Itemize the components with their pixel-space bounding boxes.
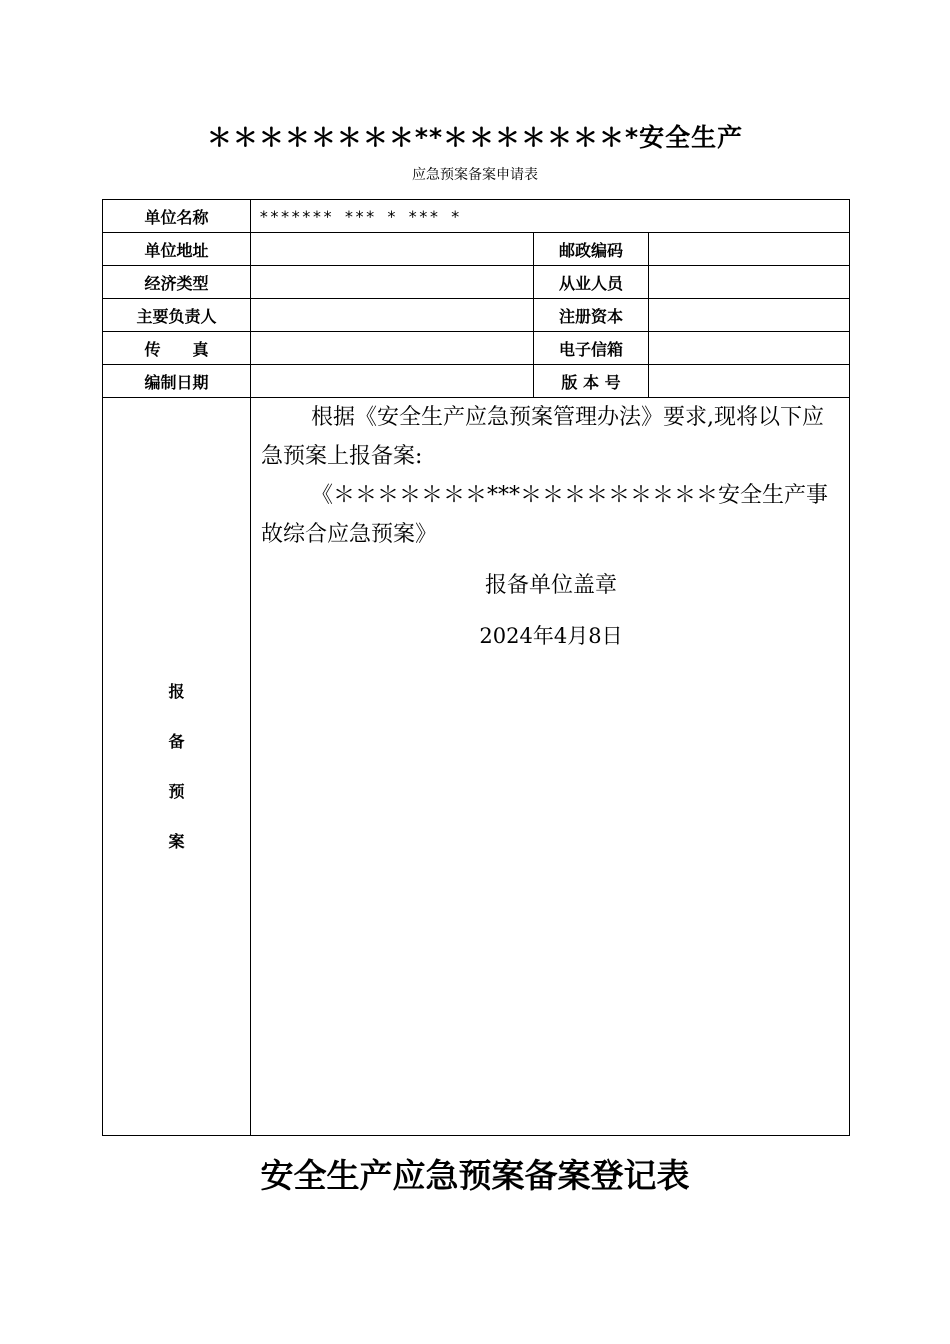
- document-subtitle: 应急预案备案申请表: [412, 167, 538, 183]
- stamp-text: 报备单位盖章: [484, 573, 617, 598]
- unit-name-label: 单位名称: [103, 200, 251, 233]
- employees-label: 从业人员: [534, 266, 649, 299]
- email-value[interactable]: [649, 332, 850, 365]
- row-unit-name: [103, 200, 850, 233]
- principal-label: 主要负责人: [103, 299, 251, 332]
- document-title: ＊＊＊＊＊＊＊＊**＊＊＊＊＊＊＊*安全生产: [206, 123, 744, 152]
- unit-address-label: 单位地址: [103, 233, 251, 266]
- registered-capital-value[interactable]: [649, 299, 850, 332]
- postal-code-label: 邮政编码: [534, 233, 649, 266]
- row-compile-date: [103, 365, 850, 398]
- row-report-plan: [103, 398, 850, 1136]
- registered-capital-label: 注册资本: [534, 299, 649, 332]
- economic-type-value[interactable]: [251, 266, 534, 299]
- report-label-char-2: 备: [168, 731, 185, 751]
- report-label-char-4: 案: [168, 831, 185, 851]
- row-fax: [103, 332, 850, 365]
- row-economic-type: [103, 266, 850, 299]
- fax-label: 传 真: [103, 332, 251, 365]
- report-date: 2024年4月8日: [479, 624, 623, 648]
- email-label: 电子信箱: [534, 332, 649, 365]
- report-plan-content[interactable]: [251, 398, 850, 1136]
- filing-form-table: [102, 199, 850, 1136]
- compile-date-value[interactable]: [251, 365, 534, 398]
- row-principal: [103, 299, 850, 332]
- compile-date-label: 编制日期: [103, 365, 251, 398]
- report-label-char-3: 预: [168, 781, 185, 801]
- version-value[interactable]: [649, 365, 850, 398]
- report-plan-label: [103, 398, 251, 1136]
- fax-value[interactable]: [251, 332, 534, 365]
- principal-value[interactable]: [251, 299, 534, 332]
- version-label: 版 本 号: [534, 365, 649, 398]
- economic-type-label: 经济类型: [103, 266, 251, 299]
- registration-title: 安全生产应急预案备案登记表: [260, 1156, 690, 1195]
- employees-value[interactable]: [649, 266, 850, 299]
- unit-address-value[interactable]: [251, 233, 534, 266]
- row-unit-address: [103, 233, 850, 266]
- report-text-intro: 根据《安全生产应急预案管理办法》要求,现将以下应急预案上报备案:: [261, 405, 824, 469]
- postal-code-value[interactable]: [649, 233, 850, 266]
- report-text-plan-name: 《＊＊＊＊＊＊＊***＊＊＊＊＊＊＊＊＊安全生产事故综合应急预案》: [261, 483, 829, 547]
- unit-name-value[interactable]: ******* *** * *** *: [251, 200, 850, 233]
- report-label-char-1: 报: [168, 681, 185, 701]
